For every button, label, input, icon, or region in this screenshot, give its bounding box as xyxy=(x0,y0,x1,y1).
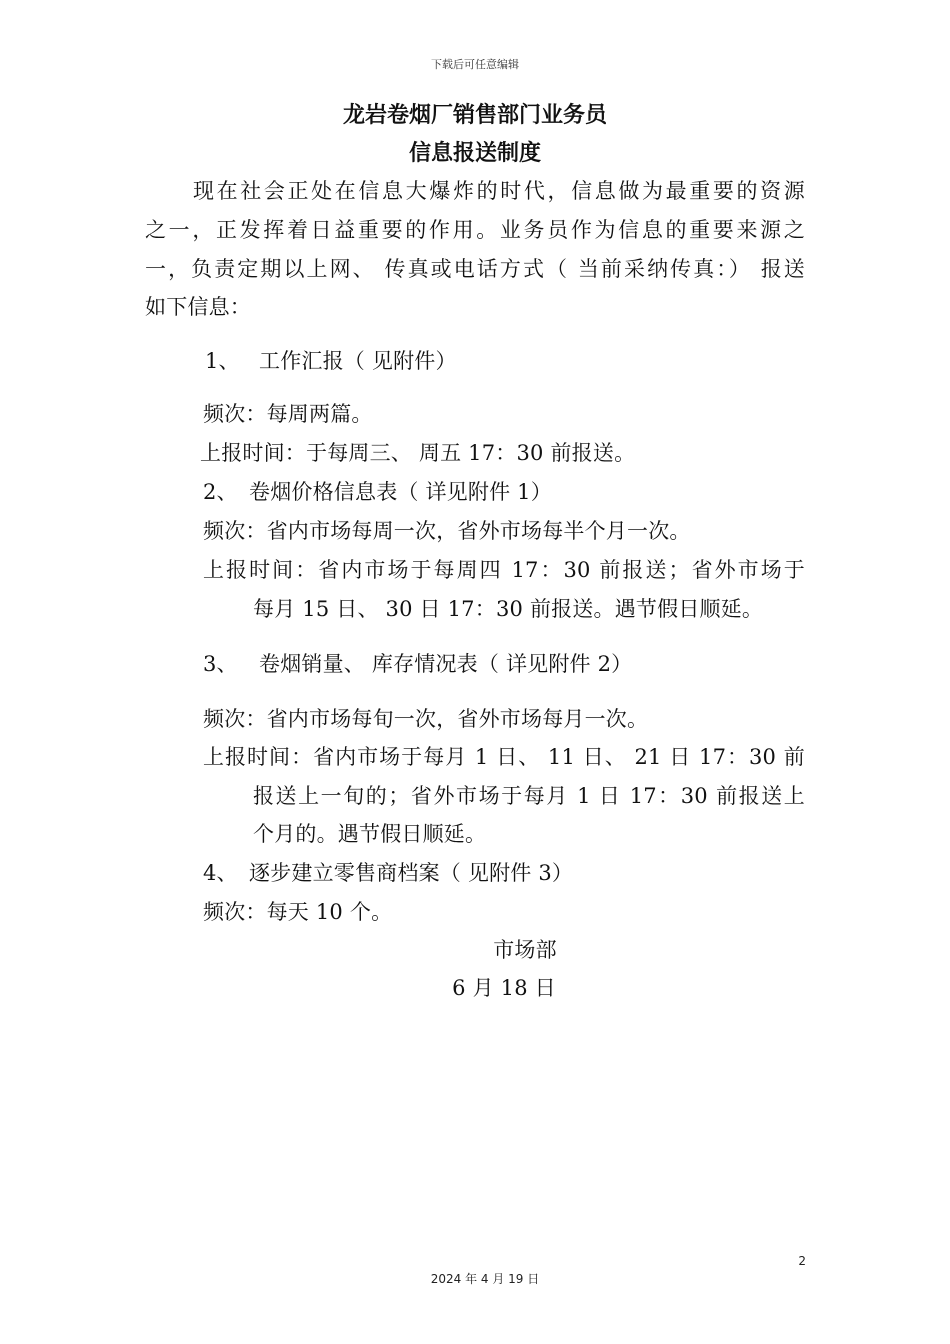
item-2-report-time-line-1: 上报时间：省内市场于每周四 17：30 前报送；省外市场于 xyxy=(203,558,805,582)
item-1-number: 1、 xyxy=(205,349,240,373)
item-2-report-time-line-2: 每月 15 日、 30 日 17：30 前报送。遇节假日顺延。 xyxy=(253,597,764,621)
item-3-title: 卷烟销量、 库存情况表（ 详见附件 2） xyxy=(259,652,633,676)
page-number: 2 xyxy=(798,1254,806,1268)
item-3-heading xyxy=(203,648,632,678)
intro-line-2: 之一，正发挥着日益重要的作用。业务员作为信息的重要来源之 xyxy=(145,218,805,242)
intro-line-4: 如下信息： xyxy=(145,295,251,319)
item-2-frequency: 频次：省内市场每周一次，省外市场每半个月一次。 xyxy=(203,519,691,543)
signature-department: 市场部 xyxy=(493,938,557,962)
document-subtitle: 信息报送制度 xyxy=(408,141,541,166)
item-3-report-time-line-2: 报送上一旬的；省外市场于每月 1 日 17：30 前报送上 xyxy=(253,784,805,808)
intro-line-1: 现在社会正处在信息大爆炸的时代，信息做为最重要的资源 xyxy=(193,179,805,203)
item-4-number: 4、 xyxy=(203,861,238,885)
document-title: 龙岩卷烟厂销售部门业务员 xyxy=(342,103,607,128)
item-3-report-time-line-1: 上报时间：省内市场于每月 1 日、 11 日、 21 日 17：30 前 xyxy=(203,745,805,769)
item-4-heading xyxy=(203,857,573,887)
item-1-report-time: 上报时间：于每周三、 周五 17：30 前报送。 xyxy=(200,441,636,465)
item-2-number: 2、 xyxy=(203,480,238,504)
item-4-title: 逐步建立零售商档案（ 见附件 3） xyxy=(249,861,574,885)
page-header: 下载后可任意编辑 xyxy=(431,58,519,71)
signature-date: 6 月 18 日 xyxy=(452,976,556,1000)
intro-line-3: 一，负责定期以上网、 传真或电话方式（ 当前采纳传真：） 报送 xyxy=(145,257,805,281)
item-1-frequency: 频次：每周两篇。 xyxy=(203,402,373,426)
item-1-title: 工作汇报（ 见附件） xyxy=(259,349,457,373)
item-4-frequency: 频次：每天 10 个。 xyxy=(203,900,393,924)
item-3-frequency: 频次：省内市场每旬一次，省外市场每月一次。 xyxy=(203,707,649,731)
item-3-number: 3、 xyxy=(203,652,238,676)
page-footer-date: 2024 年 4 月 19 日 xyxy=(430,1272,540,1286)
item-2-title: 卷烟价格信息表（ 详见附件 1） xyxy=(249,480,552,504)
item-1-heading xyxy=(205,345,457,375)
item-3-report-time-line-3: 个月的。遇节假日顺延。 xyxy=(253,822,487,846)
item-2-heading xyxy=(203,476,552,506)
